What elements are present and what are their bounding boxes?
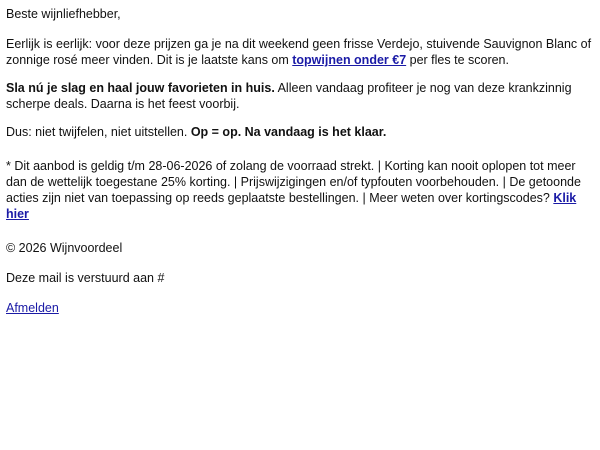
intro-paragraph bbox=[6, 36, 594, 68]
call-to-action-bold: Sla nú je slag en haal jouw favorieten in huis. bbox=[6, 81, 275, 95]
topwijnen-link[interactable]: topwijnen onder €7 bbox=[292, 53, 407, 67]
greeting: Beste wijnliefhebber, bbox=[6, 7, 121, 21]
disclaimer-text: * Dit aanbod is geldig t/m 28-06-2026 of zolang de voorraad strekt. | Korting kan nooit oplopen tot meer dan de wettelijk toegestane 25% korting. | Prijswijzigingen en/of typfouten voorbehouden. | De getoonde acties zijn niet van toepassing op reeds geplaatste bestellingen. | Meer weten over kortingscodes? bbox=[6, 159, 581, 205]
sent-to-notice: Deze mail is verstuurd aan # bbox=[6, 271, 165, 285]
urgency-paragraph bbox=[6, 124, 594, 140]
unsubscribe-row bbox=[6, 300, 594, 316]
disclaimer bbox=[6, 158, 594, 222]
urgency-text: Dus: niet twijfelen, niet uitstellen. bbox=[6, 125, 191, 139]
unsubscribe-link[interactable]: Afmelden bbox=[6, 301, 59, 315]
copyright: © 2026 Wijnvoordeel bbox=[6, 241, 123, 255]
intro-text-after: per fles te scoren. bbox=[406, 53, 509, 67]
call-to-action-paragraph bbox=[6, 80, 594, 112]
urgency-bold: Op = op. Na vandaag is het klaar. bbox=[190, 125, 387, 139]
kortingscodes-link[interactable]: Klik hier bbox=[6, 191, 577, 221]
call-to-action-text: Alleen vandaag profiteer je nog van deze krankzinnig scherpe deals. Daarna is het feest voorbij. bbox=[6, 81, 572, 111]
intro-text-before: Eerlijk is eerlijk: voor deze prijzen ga je na dit weekend geen frisse Verdejo, stuivende Sauvignon Blanc of zonnige rosé meer vinden. Dit is je laatste kans om bbox=[6, 37, 592, 67]
